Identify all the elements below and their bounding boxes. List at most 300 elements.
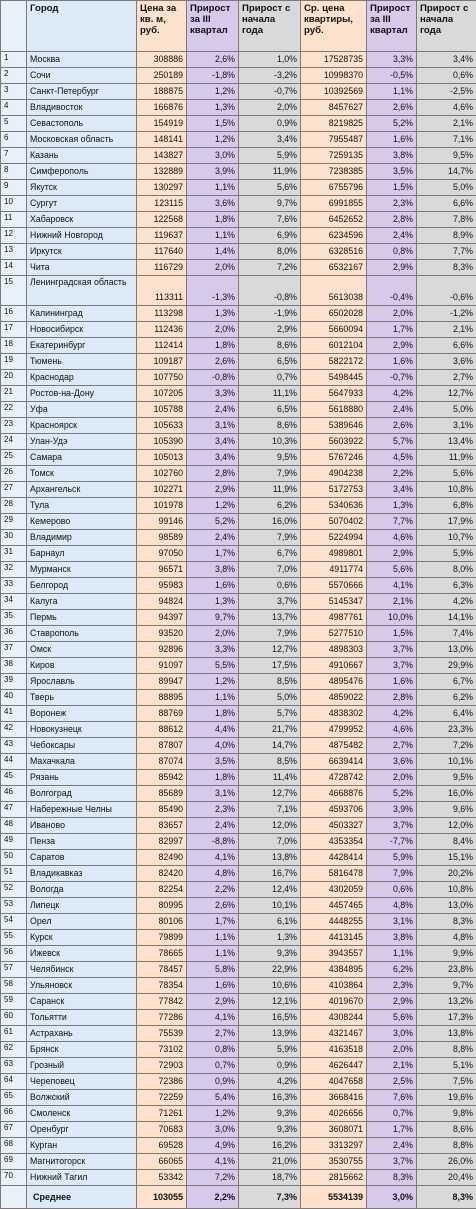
growth-ytd: 11,1%: [239, 386, 301, 402]
city-name: Ставрополь: [27, 626, 137, 642]
growth-ytd: 16,2%: [239, 1138, 301, 1154]
price-per-sqm: 80106: [137, 914, 187, 930]
table-row: [1, 132, 476, 148]
avg-growth-q3: 2,4%: [367, 1138, 417, 1154]
city-name: Киров: [27, 658, 137, 674]
avg-price: 4302059: [301, 882, 367, 898]
avg-growth-ytd: 10,8%: [417, 482, 476, 498]
table-row: [1, 770, 476, 786]
growth-q3: 1,2%: [187, 1106, 239, 1122]
avg-growth-ytd: 23,8%: [417, 962, 476, 978]
growth-ytd: 16,0%: [239, 514, 301, 530]
avg-growth-ytd: 3,6%: [417, 354, 476, 370]
price-per-sqm: 72259: [137, 1090, 187, 1106]
avg-growth-ytd: 14,1%: [417, 610, 476, 626]
row-num: 51: [1, 866, 27, 882]
price-per-sqm: 88612: [137, 722, 187, 738]
table-row: [1, 386, 476, 402]
avg-growth-q3: 3,7%: [367, 658, 417, 674]
avg-price: 6234596: [301, 228, 367, 244]
row-num: 45: [1, 770, 27, 786]
growth-ytd: 0,9%: [239, 1058, 301, 1074]
growth-q3: 7,2%: [187, 1170, 239, 1186]
growth-q3: 4,1%: [187, 850, 239, 866]
city-name: Челябинск: [27, 962, 137, 978]
avg-price: 4668876: [301, 786, 367, 802]
city-name: Нижний Новгород: [27, 228, 137, 244]
avg-growth-ytd: 14,7%: [417, 164, 476, 180]
growth-ytd: 7,1%: [239, 802, 301, 818]
price-per-sqm: 77286: [137, 1010, 187, 1026]
price-per-sqm: 123115: [137, 196, 187, 212]
growth-q3: 1,3%: [187, 100, 239, 116]
avg-growth-ytd: 6,7%: [417, 674, 476, 690]
price-per-sqm: 105788: [137, 402, 187, 418]
growth-ytd: 7,9%: [239, 466, 301, 482]
avg-growth-q3: 4,2%: [367, 706, 417, 722]
growth-q3: 0,9%: [187, 1074, 239, 1090]
growth-ytd: 6,1%: [239, 914, 301, 930]
avg-growth-ytd: 7,5%: [417, 1074, 476, 1090]
table-footer-row: [1, 1186, 476, 1209]
row-num: 63: [1, 1058, 27, 1074]
row-num: 29: [1, 514, 27, 530]
growth-ytd: 6,2%: [239, 498, 301, 514]
growth-ytd: 10,1%: [239, 898, 301, 914]
row-num: 46: [1, 786, 27, 802]
city-name: Нижний Тагил: [27, 1170, 137, 1186]
price-per-sqm: 96571: [137, 562, 187, 578]
avg-growth-ytd: 8,3%: [417, 260, 476, 276]
growth-q3: 1,7%: [187, 546, 239, 562]
avg-growth-q3: 0,8%: [367, 244, 417, 260]
avg-price: 4904238: [301, 466, 367, 482]
avg-growth-q3: 7,6%: [367, 1090, 417, 1106]
growth-ytd: 11,4%: [239, 770, 301, 786]
price-per-sqm: 105633: [137, 418, 187, 434]
avg-price: 4859022: [301, 690, 367, 706]
row-num: 13: [1, 244, 27, 260]
row-num: 57: [1, 962, 27, 978]
row-num: 61: [1, 1026, 27, 1042]
row-num: 40: [1, 690, 27, 706]
city-name: Сочи: [27, 68, 137, 84]
growth-ytd: 11,9%: [239, 164, 301, 180]
table-row: [1, 610, 476, 626]
price-per-sqm: 113298: [137, 306, 187, 322]
avg-growth-q3: 8,3%: [367, 1170, 417, 1186]
city-name: Калининград: [27, 306, 137, 322]
row-num: 70: [1, 1170, 27, 1186]
growth-q3: 3,3%: [187, 386, 239, 402]
price-per-sqm: 80995: [137, 898, 187, 914]
avg-growth-ytd: 2,1%: [417, 322, 476, 338]
growth-q3: 3,0%: [187, 148, 239, 164]
table-row: [1, 244, 476, 260]
growth-q3: 2,0%: [187, 322, 239, 338]
avg-price: 3668416: [301, 1090, 367, 1106]
growth-ytd: 0,6%: [239, 578, 301, 594]
avg-growth-ytd: 9,7%: [417, 978, 476, 994]
city-name: Ленинградская область: [27, 276, 137, 306]
row-num: 59: [1, 994, 27, 1010]
price-per-sqm: 97050: [137, 546, 187, 562]
table-row: [1, 338, 476, 354]
growth-ytd: 8,5%: [239, 754, 301, 770]
price-per-sqm: 105013: [137, 450, 187, 466]
avg-growth-q3: 3,7%: [367, 818, 417, 834]
avg-growth-ytd: 7,7%: [417, 244, 476, 260]
avg-growth-ytd: 8,9%: [417, 228, 476, 244]
growth-q3: 2,0%: [187, 260, 239, 276]
avg-price: 6012104: [301, 338, 367, 354]
avg-growth-ytd: 2,7%: [417, 370, 476, 386]
avg-price: 5570666: [301, 578, 367, 594]
city-name: Кемерово: [27, 514, 137, 530]
city-name: Тула: [27, 498, 137, 514]
avg-growth-q3: 1,5%: [367, 180, 417, 196]
avg-growth-q3: 2,1%: [367, 594, 417, 610]
growth-ytd: 9,3%: [239, 1106, 301, 1122]
row-num: 10: [1, 196, 27, 212]
avg-price: 7238385: [301, 164, 367, 180]
row-num: 11: [1, 212, 27, 228]
price-per-sqm: 112414: [137, 338, 187, 354]
table-row: [1, 1010, 476, 1026]
growth-ytd: 8,0%: [239, 244, 301, 260]
avg-price: 5613038: [301, 276, 367, 306]
table-row: [1, 196, 476, 212]
growth-ytd: 21,0%: [239, 1154, 301, 1170]
avg-growth-ytd: 17,3%: [417, 1010, 476, 1026]
row-num: 20: [1, 370, 27, 386]
city-name: Астрахань: [27, 1026, 137, 1042]
city-name: Орел: [27, 914, 137, 930]
footer-growth-q3: 2,2%: [187, 1186, 239, 1209]
row-num: 32: [1, 562, 27, 578]
row-num: 3: [1, 84, 27, 100]
row-num: 50: [1, 850, 27, 866]
avg-growth-q3: 7,7%: [367, 514, 417, 530]
avg-price: 4898303: [301, 642, 367, 658]
table-row: [1, 1058, 476, 1074]
growth-ytd: 13,7%: [239, 610, 301, 626]
price-per-sqm: 92896: [137, 642, 187, 658]
avg-price: 4019670: [301, 994, 367, 1010]
avg-growth-ytd: 16,0%: [417, 786, 476, 802]
row-num: 14: [1, 260, 27, 276]
avg-growth-ytd: 10,8%: [417, 882, 476, 898]
table-row: [1, 706, 476, 722]
row-num: 21: [1, 386, 27, 402]
growth-ytd: 10,6%: [239, 978, 301, 994]
city-name: Тольятти: [27, 1010, 137, 1026]
avg-price: 6502028: [301, 306, 367, 322]
avg-growth-ytd: 8,3%: [417, 914, 476, 930]
price-per-sqm: 95983: [137, 578, 187, 594]
avg-growth-q3: 2,4%: [367, 228, 417, 244]
avg-price: 5767246: [301, 450, 367, 466]
avg-price: 5498445: [301, 370, 367, 386]
price-per-sqm: 143827: [137, 148, 187, 164]
table-row: [1, 690, 476, 706]
price-per-sqm: 82420: [137, 866, 187, 882]
table-row: [1, 1042, 476, 1058]
growth-ytd: 22,9%: [239, 962, 301, 978]
price-per-sqm: 78665: [137, 946, 187, 962]
growth-ytd: -3,2%: [239, 68, 301, 84]
avg-growth-ytd: 6,6%: [417, 196, 476, 212]
avg-growth-q3: 2,9%: [367, 338, 417, 354]
growth-ytd: 16,3%: [239, 1090, 301, 1106]
price-per-sqm: 107205: [137, 386, 187, 402]
avg-growth-q3: -0,5%: [367, 68, 417, 84]
avg-growth-q3: 2,6%: [367, 100, 417, 116]
city-name: Липецк: [27, 898, 137, 914]
growth-q3: 1,1%: [187, 690, 239, 706]
footer-avg-price: 5534139: [301, 1186, 367, 1209]
price-per-sqm: 132889: [137, 164, 187, 180]
avg-growth-q3: 2,7%: [367, 738, 417, 754]
avg-price: 4026656: [301, 1106, 367, 1122]
price-per-sqm: 122568: [137, 212, 187, 228]
table-row: [1, 100, 476, 116]
city-name: Грозный: [27, 1058, 137, 1074]
city-name: Казань: [27, 148, 137, 164]
avg-price: 8457627: [301, 100, 367, 116]
table-row: [1, 818, 476, 834]
growth-q3: 3,8%: [187, 562, 239, 578]
avg-price: 5340636: [301, 498, 367, 514]
avg-growth-q3: -0,4%: [367, 276, 417, 306]
avg-growth-q3: 0,6%: [367, 882, 417, 898]
price-per-sqm: 71261: [137, 1106, 187, 1122]
growth-q3: 2,4%: [187, 402, 239, 418]
table-row: [1, 306, 476, 322]
growth-ytd: 6,7%: [239, 546, 301, 562]
avg-price: 4875482: [301, 738, 367, 754]
avg-price: 4308244: [301, 1010, 367, 1026]
city-name: Москва: [27, 52, 137, 68]
growth-q3: 0,8%: [187, 1042, 239, 1058]
table-row: [1, 260, 476, 276]
growth-ytd: 7,2%: [239, 260, 301, 276]
growth-ytd: 5,6%: [239, 180, 301, 196]
avg-growth-ytd: 3,1%: [417, 418, 476, 434]
growth-ytd: 18,7%: [239, 1170, 301, 1186]
table-row: [1, 834, 476, 850]
avg-price: 5389646: [301, 418, 367, 434]
price-per-sqm: 73102: [137, 1042, 187, 1058]
avg-price: 4799952: [301, 722, 367, 738]
price-per-sqm: 99146: [137, 514, 187, 530]
row-num: 2: [1, 68, 27, 84]
row-num: 35: [1, 610, 27, 626]
price-per-sqm: 87807: [137, 738, 187, 754]
avg-growth-q3: 2,0%: [367, 1042, 417, 1058]
price-per-sqm: 88769: [137, 706, 187, 722]
table-row: [1, 1154, 476, 1170]
table-row: [1, 276, 476, 306]
avg-price: 4457465: [301, 898, 367, 914]
price-per-sqm: 250189: [137, 68, 187, 84]
table-row: [1, 802, 476, 818]
table-row: [1, 148, 476, 164]
growth-q3: 1,6%: [187, 578, 239, 594]
row-num: 64: [1, 1074, 27, 1090]
footer-num: [1, 1186, 27, 1209]
avg-growth-q3: 2,9%: [367, 546, 417, 562]
avg-growth-ytd: 8,8%: [417, 1042, 476, 1058]
growth-q3: 4,9%: [187, 1138, 239, 1154]
avg-growth-q3: 5,7%: [367, 434, 417, 450]
header-growth-ytd: Прирост с начала года: [239, 1, 301, 52]
avg-growth-ytd: 20,2%: [417, 866, 476, 882]
price-per-sqm: 101978: [137, 498, 187, 514]
growth-q3: 1,3%: [187, 594, 239, 610]
avg-growth-ytd: 10,7%: [417, 530, 476, 546]
growth-ytd: 9,5%: [239, 450, 301, 466]
avg-growth-ytd: 6,2%: [417, 690, 476, 706]
table-row: [1, 898, 476, 914]
row-num: 47: [1, 802, 27, 818]
city-name: Иваново: [27, 818, 137, 834]
price-per-sqm: 119637: [137, 228, 187, 244]
table-row: [1, 68, 476, 84]
avg-growth-q3: 0,7%: [367, 1106, 417, 1122]
table-row: [1, 498, 476, 514]
growth-q3: 2,9%: [187, 482, 239, 498]
row-num: 58: [1, 978, 27, 994]
growth-q3: 4,4%: [187, 722, 239, 738]
growth-q3: 2,2%: [187, 882, 239, 898]
avg-growth-q3: 2,2%: [367, 466, 417, 482]
city-name: Московская область: [27, 132, 137, 148]
city-name: Вологда: [27, 882, 137, 898]
avg-growth-q3: 4,1%: [367, 578, 417, 594]
price-per-sqm: 82490: [137, 850, 187, 866]
city-name: Архангельск: [27, 482, 137, 498]
table-body: [1, 52, 476, 1186]
avg-growth-ytd: 29,9%: [417, 658, 476, 674]
price-per-sqm: 69528: [137, 1138, 187, 1154]
city-name: Мурманск: [27, 562, 137, 578]
table-row: [1, 930, 476, 946]
avg-growth-q3: 2,6%: [367, 418, 417, 434]
avg-price: 4987761: [301, 610, 367, 626]
avg-growth-ytd: 8,4%: [417, 834, 476, 850]
row-num: 34: [1, 594, 27, 610]
row-num: 24: [1, 434, 27, 450]
row-num: 37: [1, 642, 27, 658]
row-num: 42: [1, 722, 27, 738]
avg-growth-q3: 2,0%: [367, 770, 417, 786]
row-num: 18: [1, 338, 27, 354]
avg-price: 4895476: [301, 674, 367, 690]
row-num: 36: [1, 626, 27, 642]
avg-growth-ytd: 8,0%: [417, 562, 476, 578]
avg-growth-q3: 1,6%: [367, 674, 417, 690]
avg-price: 4838302: [301, 706, 367, 722]
avg-price: 5816478: [301, 866, 367, 882]
table-row: [1, 164, 476, 180]
avg-growth-ytd: 11,9%: [417, 450, 476, 466]
avg-growth-q3: 2,8%: [367, 212, 417, 228]
city-name: Калуга: [27, 594, 137, 610]
avg-growth-ytd: 5,1%: [417, 1058, 476, 1074]
row-num: 62: [1, 1042, 27, 1058]
row-num: 31: [1, 546, 27, 562]
growth-q3: 4,1%: [187, 1010, 239, 1026]
avg-growth-q3: 2,1%: [367, 1058, 417, 1074]
city-name: Екатеринбург: [27, 338, 137, 354]
avg-growth-q3: 3,0%: [367, 1026, 417, 1042]
row-num: 16: [1, 306, 27, 322]
growth-q3: 4,1%: [187, 1154, 239, 1170]
row-num: 12: [1, 228, 27, 244]
price-per-sqm: 78354: [137, 978, 187, 994]
header-avg-growth-q3: Прирост за III квартал: [367, 1, 417, 52]
growth-q3: 2,0%: [187, 626, 239, 642]
city-name: Тюмень: [27, 354, 137, 370]
table-row: [1, 850, 476, 866]
avg-growth-q3: 3,4%: [367, 482, 417, 498]
avg-growth-q3: 2,9%: [367, 994, 417, 1010]
growth-q3: -8,8%: [187, 834, 239, 850]
price-per-sqm: 109187: [137, 354, 187, 370]
growth-q3: 5,8%: [187, 962, 239, 978]
table-row: [1, 658, 476, 674]
avg-price: 4626447: [301, 1058, 367, 1074]
price-per-sqm: 130297: [137, 180, 187, 196]
growth-ytd: 5,9%: [239, 1042, 301, 1058]
growth-ytd: 8,6%: [239, 418, 301, 434]
price-per-sqm: 85689: [137, 786, 187, 802]
table-row: [1, 1106, 476, 1122]
city-name: Хабаровск: [27, 212, 137, 228]
price-per-sqm: 166876: [137, 100, 187, 116]
avg-growth-q3: 5,6%: [367, 562, 417, 578]
city-name: Симферополь: [27, 164, 137, 180]
table-row: [1, 914, 476, 930]
row-num: 9: [1, 180, 27, 196]
avg-price: 5822172: [301, 354, 367, 370]
table-row: [1, 962, 476, 978]
table-row: [1, 562, 476, 578]
avg-growth-q3: 1,1%: [367, 946, 417, 962]
avg-growth-ytd: 20,4%: [417, 1170, 476, 1186]
growth-ytd: 3,7%: [239, 594, 301, 610]
growth-q3: 1,1%: [187, 946, 239, 962]
avg-growth-ytd: 7,8%: [417, 212, 476, 228]
growth-q3: 1,1%: [187, 228, 239, 244]
growth-q3: 1,7%: [187, 914, 239, 930]
avg-growth-ytd: 6,8%: [417, 498, 476, 514]
growth-q3: 2,4%: [187, 818, 239, 834]
table-row: [1, 1122, 476, 1138]
table-row: [1, 530, 476, 546]
avg-growth-ytd: 10,1%: [417, 754, 476, 770]
avg-growth-q3: 1,6%: [367, 354, 417, 370]
avg-price: 3943557: [301, 946, 367, 962]
avg-price: 10998370: [301, 68, 367, 84]
table-row: [1, 514, 476, 530]
avg-growth-ytd: 2,1%: [417, 116, 476, 132]
price-per-sqm: 107750: [137, 370, 187, 386]
avg-growth-q3: 4,2%: [367, 386, 417, 402]
avg-growth-q3: 2,3%: [367, 978, 417, 994]
city-name: Уфа: [27, 402, 137, 418]
